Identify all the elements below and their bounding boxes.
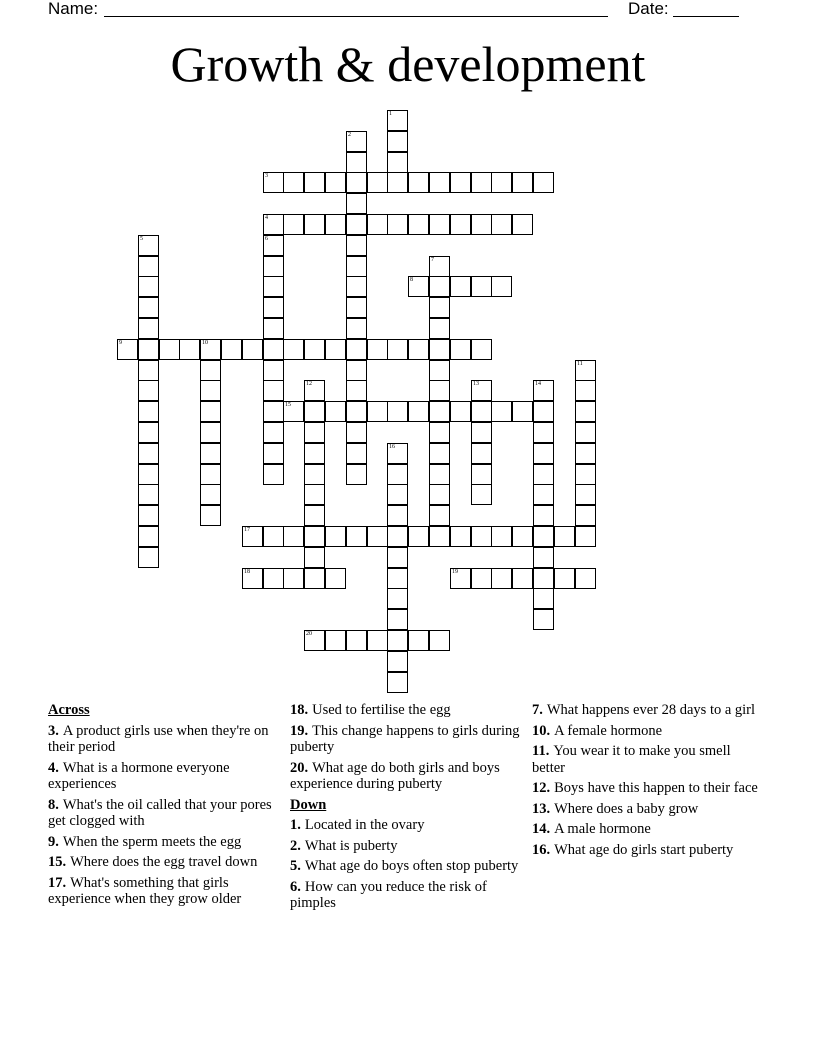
- grid-cell[interactable]: [200, 339, 221, 360]
- grid-cell[interactable]: [304, 422, 325, 443]
- grid-cell[interactable]: [325, 339, 346, 360]
- grid-cell[interactable]: [346, 360, 367, 381]
- clue-number: 19.: [290, 722, 309, 739]
- clue-down-2: [290, 838, 522, 855]
- grid-cell[interactable]: [387, 505, 408, 526]
- grid-cell[interactable]: [263, 235, 284, 256]
- grid-cell[interactable]: [325, 214, 346, 235]
- grid-cell[interactable]: [408, 276, 429, 297]
- clue-across-3: [48, 723, 280, 756]
- grid-cell[interactable]: [533, 505, 554, 526]
- grid-cell[interactable]: [138, 505, 159, 526]
- grid-cell[interactable]: [263, 172, 284, 193]
- grid-cell[interactable]: [387, 152, 408, 173]
- grid-cell[interactable]: [450, 276, 471, 297]
- grid-cell[interactable]: [387, 172, 408, 193]
- grid-cell[interactable]: [367, 172, 388, 193]
- grid-cell[interactable]: [533, 464, 554, 485]
- grid-cell[interactable]: [138, 360, 159, 381]
- grid-cell[interactable]: [429, 172, 450, 193]
- date-label: Date:: [628, 0, 669, 18]
- clue-text: What's something that girls experience when they grow older: [48, 874, 242, 907]
- grid-cell[interactable]: [263, 464, 284, 485]
- grid-cell[interactable]: [263, 443, 284, 464]
- grid-cell[interactable]: [471, 276, 492, 297]
- grid-cell[interactable]: [304, 484, 325, 505]
- grid-cell[interactable]: [263, 401, 284, 422]
- grid-cell[interactable]: [471, 214, 492, 235]
- grid-cell[interactable]: [471, 172, 492, 193]
- grid-cell[interactable]: [471, 339, 492, 360]
- clue-number: 12.: [532, 780, 551, 796]
- grid-cell[interactable]: [242, 339, 263, 360]
- grid-cell[interactable]: [471, 484, 492, 505]
- grid-cell[interactable]: [138, 401, 159, 422]
- grid-cell[interactable]: [491, 568, 512, 589]
- clue-number: 6.: [290, 878, 301, 895]
- grid-cell[interactable]: [200, 443, 221, 464]
- grid-cell[interactable]: [429, 380, 450, 401]
- grid-cell[interactable]: [304, 568, 325, 589]
- grid-cell[interactable]: [429, 318, 450, 339]
- grid-cell[interactable]: [450, 214, 471, 235]
- grid-cell[interactable]: [491, 276, 512, 297]
- cell-number: 7: [431, 257, 434, 263]
- grid-cell[interactable]: [263, 297, 284, 318]
- grid-cell[interactable]: [346, 214, 367, 235]
- clue-down-1: [290, 817, 522, 834]
- grid-cell[interactable]: [325, 630, 346, 651]
- grid-cell[interactable]: [533, 380, 554, 401]
- grid-cell[interactable]: [387, 588, 408, 609]
- across-heading: Across: [48, 702, 90, 718]
- grid-cell[interactable]: [429, 505, 450, 526]
- grid-cell[interactable]: [512, 401, 533, 422]
- clue-text: What is puberty: [304, 837, 398, 854]
- grid-cell[interactable]: [138, 526, 159, 547]
- grid-cell[interactable]: [263, 276, 284, 297]
- clue-number: 2.: [290, 837, 301, 854]
- cell-number: 2: [348, 132, 351, 138]
- grid-cell[interactable]: [387, 568, 408, 589]
- clue-number: 8.: [48, 796, 59, 813]
- clue-down-14: [532, 821, 764, 838]
- grid-cell[interactable]: [450, 172, 471, 193]
- grid-cell[interactable]: [387, 131, 408, 152]
- grid-cell[interactable]: [304, 380, 325, 401]
- grid-cell[interactable]: [575, 568, 596, 589]
- grid-cell[interactable]: [533, 588, 554, 609]
- grid-cell[interactable]: [346, 630, 367, 651]
- grid-cell[interactable]: [533, 422, 554, 443]
- cell-number: 13: [473, 381, 479, 387]
- cell-number: 5: [140, 236, 143, 242]
- clues-column-1: [48, 702, 280, 912]
- grid-cell[interactable]: [387, 484, 408, 505]
- grid-cell[interactable]: [346, 297, 367, 318]
- grid-cell[interactable]: [450, 339, 471, 360]
- grid-cell[interactable]: [429, 276, 450, 297]
- grid-cell[interactable]: [575, 380, 596, 401]
- clue-across-8: [48, 797, 280, 830]
- grid-cell[interactable]: [346, 380, 367, 401]
- grid-cell[interactable]: [304, 547, 325, 568]
- clue-text: What age do girls start puberty: [554, 841, 734, 858]
- clue-down-11: [532, 743, 764, 776]
- grid-cell[interactable]: [304, 526, 325, 547]
- grid-cell[interactable]: [138, 547, 159, 568]
- grid-cell[interactable]: [429, 526, 450, 547]
- grid-cell[interactable]: [429, 360, 450, 381]
- clue-number: 14.: [532, 821, 551, 837]
- cell-number: 17: [244, 527, 250, 533]
- clue-text: When the sperm meets the egg: [62, 833, 242, 850]
- grid-cell[interactable]: [408, 214, 429, 235]
- grid-cell[interactable]: [471, 526, 492, 547]
- grid-cell[interactable]: [159, 339, 180, 360]
- grid-cell[interactable]: [263, 526, 284, 547]
- clue-across-18: [290, 702, 522, 719]
- grid-cell[interactable]: [346, 401, 367, 422]
- clues-column-2: [290, 702, 522, 916]
- grid-cell[interactable]: [575, 422, 596, 443]
- grid-cell[interactable]: [283, 214, 304, 235]
- grid-cell[interactable]: [346, 318, 367, 339]
- clue-number: 20.: [290, 759, 309, 776]
- page-title: Growth & development: [170, 36, 646, 92]
- grid-cell[interactable]: [346, 422, 367, 443]
- clues-column-3: [532, 702, 764, 862]
- clue-text: A product girls use when they're on their period: [48, 722, 269, 755]
- grid-cell[interactable]: [408, 339, 429, 360]
- grid-cell[interactable]: [491, 214, 512, 235]
- grid-cell[interactable]: [533, 609, 554, 630]
- clue-across-15: [48, 854, 280, 871]
- cell-number: 19: [452, 569, 458, 575]
- grid-cell[interactable]: [263, 256, 284, 277]
- grid-cell[interactable]: [429, 464, 450, 485]
- grid-cell[interactable]: [138, 443, 159, 464]
- clue-down-16: [532, 842, 764, 859]
- clue-number: 1.: [290, 817, 301, 833]
- grid-cell[interactable]: [533, 484, 554, 505]
- clue-down-13: [532, 801, 764, 818]
- grid-cell[interactable]: [429, 422, 450, 443]
- grid-cell[interactable]: [138, 235, 159, 256]
- grid-cell[interactable]: [346, 235, 367, 256]
- grid-cell[interactable]: [450, 526, 471, 547]
- grid-cell[interactable]: [325, 526, 346, 547]
- grid-cell[interactable]: [304, 401, 325, 422]
- cell-number: 8: [410, 277, 413, 283]
- grid-cell[interactable]: [367, 630, 388, 651]
- grid-cell[interactable]: [346, 193, 367, 214]
- grid-cell[interactable]: [575, 443, 596, 464]
- grid-cell[interactable]: [367, 401, 388, 422]
- clue-across-20: [290, 760, 522, 793]
- clue-number: 11.: [532, 743, 550, 759]
- grid-cell[interactable]: [304, 464, 325, 485]
- grid-cell[interactable]: [491, 526, 512, 547]
- grid-cell[interactable]: [429, 630, 450, 651]
- cell-number: 16: [389, 444, 395, 450]
- grid-cell[interactable]: [533, 401, 554, 422]
- grid-cell[interactable]: [429, 401, 450, 422]
- clue-text: What is a hormone everyone experiences: [48, 759, 230, 792]
- grid-cell[interactable]: [512, 526, 533, 547]
- grid-cell[interactable]: [283, 339, 304, 360]
- grid-cell[interactable]: [304, 339, 325, 360]
- clue-text: What happens ever 28 days to a girl: [546, 702, 756, 718]
- grid-cell[interactable]: [533, 526, 554, 547]
- grid-cell[interactable]: [200, 360, 221, 381]
- grid-cell[interactable]: [471, 464, 492, 485]
- grid-cell[interactable]: [138, 318, 159, 339]
- grid-cell[interactable]: [429, 484, 450, 505]
- clue-text: Used to fertilise the egg: [312, 702, 451, 718]
- grid-cell[interactable]: [387, 609, 408, 630]
- clue-text: What age do both girls and boys experience during puberty: [290, 759, 500, 792]
- grid-cell[interactable]: [304, 505, 325, 526]
- cell-number: 4: [265, 215, 268, 221]
- clue-number: 9.: [48, 833, 59, 850]
- grid-cell[interactable]: [263, 339, 284, 360]
- grid-cell[interactable]: [283, 526, 304, 547]
- grid-cell[interactable]: [429, 214, 450, 235]
- grid-cell[interactable]: [471, 568, 492, 589]
- cell-number: 1: [389, 111, 392, 117]
- grid-cell[interactable]: [387, 672, 408, 693]
- grid-cell[interactable]: [387, 110, 408, 131]
- grid-cell[interactable]: [138, 276, 159, 297]
- name-label: Name:: [48, 0, 99, 18]
- grid-cell[interactable]: [138, 484, 159, 505]
- clue-number: 16.: [532, 841, 551, 858]
- grid-cell[interactable]: [575, 526, 596, 547]
- grid-cell[interactable]: [283, 401, 304, 422]
- grid-cell[interactable]: [387, 547, 408, 568]
- grid-cell[interactable]: [575, 401, 596, 422]
- clue-across-17: [48, 875, 280, 908]
- grid-cell[interactable]: [346, 172, 367, 193]
- grid-cell[interactable]: [575, 484, 596, 505]
- grid-cell[interactable]: [471, 401, 492, 422]
- grid-cell[interactable]: [263, 360, 284, 381]
- clue-text: A female hormone: [554, 722, 663, 739]
- grid-cell[interactable]: [200, 464, 221, 485]
- clue-text: Where does the egg travel down: [70, 854, 258, 870]
- cell-number: 20: [306, 631, 312, 637]
- grid-cell[interactable]: [575, 505, 596, 526]
- clue-number: 5.: [290, 858, 301, 874]
- grid-cell[interactable]: [533, 443, 554, 464]
- grid-cell[interactable]: [512, 172, 533, 193]
- grid-cell[interactable]: [346, 464, 367, 485]
- grid-cell[interactable]: [138, 297, 159, 318]
- clue-text: You wear it to make you smell better: [532, 743, 731, 776]
- grid-cell[interactable]: [304, 172, 325, 193]
- cell-number: 6: [265, 236, 268, 242]
- cell-number: 14: [535, 381, 541, 387]
- grid-cell[interactable]: [408, 630, 429, 651]
- grid-cell[interactable]: [138, 464, 159, 485]
- grid-cell[interactable]: [471, 443, 492, 464]
- grid-cell[interactable]: [450, 568, 471, 589]
- grid-cell[interactable]: [408, 526, 429, 547]
- grid-cell[interactable]: [200, 401, 221, 422]
- grid-cell[interactable]: [325, 401, 346, 422]
- grid-cell[interactable]: [200, 422, 221, 443]
- clue-number: 18.: [290, 702, 309, 718]
- grid-cell[interactable]: [138, 339, 159, 360]
- grid-cell[interactable]: [471, 422, 492, 443]
- grid-cell[interactable]: [346, 443, 367, 464]
- grid-cell[interactable]: [200, 505, 221, 526]
- grid-cell[interactable]: [408, 401, 429, 422]
- grid-cell[interactable]: [387, 630, 408, 651]
- clue-across-4: [48, 760, 280, 793]
- grid-cell[interactable]: [367, 339, 388, 360]
- cell-number: 10: [202, 340, 208, 346]
- grid-cell[interactable]: [283, 172, 304, 193]
- grid-cell[interactable]: [346, 131, 367, 152]
- grid-cell[interactable]: [533, 547, 554, 568]
- grid-cell[interactable]: [387, 339, 408, 360]
- clue-down-12: [532, 780, 764, 797]
- grid-cell[interactable]: [325, 172, 346, 193]
- grid-cell[interactable]: [242, 526, 263, 547]
- clue-number: 7.: [532, 702, 543, 718]
- grid-cell[interactable]: [429, 256, 450, 277]
- grid-cell[interactable]: [283, 568, 304, 589]
- clue-text: A male hormone: [554, 821, 651, 837]
- cell-number: 11: [577, 361, 583, 367]
- grid-cell[interactable]: [304, 214, 325, 235]
- grid-cell[interactable]: [263, 318, 284, 339]
- grid-cell[interactable]: [200, 380, 221, 401]
- grid-cell[interactable]: [304, 443, 325, 464]
- grid-cell[interactable]: [242, 568, 263, 589]
- grid-cell[interactable]: [554, 526, 575, 547]
- grid-cell[interactable]: [263, 380, 284, 401]
- grid-cell[interactable]: [387, 651, 408, 672]
- clue-down-10: [532, 723, 764, 740]
- clue-number: 3.: [48, 722, 59, 739]
- grid-cell[interactable]: [429, 339, 450, 360]
- grid-cell[interactable]: [387, 401, 408, 422]
- clue-number: 13.: [532, 800, 551, 817]
- grid-cell[interactable]: [346, 152, 367, 173]
- grid-cell[interactable]: [575, 360, 596, 381]
- grid-cell[interactable]: [491, 401, 512, 422]
- grid-cell[interactable]: [491, 172, 512, 193]
- grid-cell[interactable]: [387, 214, 408, 235]
- grid-cell[interactable]: [575, 464, 596, 485]
- grid-cell[interactable]: [346, 276, 367, 297]
- cell-number: 12: [306, 381, 312, 387]
- grid-cell[interactable]: [304, 630, 325, 651]
- cell-number: 9: [119, 340, 122, 346]
- grid-cell[interactable]: [263, 568, 284, 589]
- grid-cell[interactable]: [387, 443, 408, 464]
- clue-text: How can you reduce the risk of pimples: [290, 878, 487, 911]
- clue-number: 4.: [48, 759, 59, 776]
- clue-number: 17.: [48, 874, 67, 891]
- grid-cell[interactable]: [471, 380, 492, 401]
- grid-cell[interactable]: [408, 172, 429, 193]
- grid-cell[interactable]: [221, 339, 242, 360]
- clue-across-9: [48, 834, 280, 851]
- clue-down-6: [290, 879, 522, 912]
- grid-cell[interactable]: [533, 172, 554, 193]
- clue-text: What's the oil called that your pores get clogged with: [48, 796, 272, 829]
- clue-down-5: [290, 858, 522, 875]
- grid-cell[interactable]: [387, 526, 408, 547]
- clue-number: 10.: [532, 722, 551, 739]
- grid-cell[interactable]: [429, 443, 450, 464]
- grid-cell[interactable]: [429, 297, 450, 318]
- clue-down-7: [532, 702, 764, 719]
- grid-cell[interactable]: [533, 568, 554, 589]
- grid-cell[interactable]: [263, 214, 284, 235]
- cell-number: 3: [265, 173, 268, 179]
- clue-text: Where does a baby grow: [554, 800, 699, 817]
- grid-cell[interactable]: [200, 484, 221, 505]
- clues-section: [0, 702, 816, 952]
- grid-cell[interactable]: [450, 401, 471, 422]
- grid-cell[interactable]: [387, 464, 408, 485]
- grid-cell[interactable]: [554, 568, 575, 589]
- cell-number: 18: [244, 569, 250, 575]
- grid-cell[interactable]: [346, 339, 367, 360]
- grid-cell[interactable]: [263, 422, 284, 443]
- clue-across-19: [290, 723, 522, 756]
- grid-cell[interactable]: [138, 380, 159, 401]
- grid-cell[interactable]: [367, 526, 388, 547]
- grid-cell[interactable]: [138, 256, 159, 277]
- grid-cell[interactable]: [179, 339, 200, 360]
- clue-text: Located in the ovary: [304, 817, 425, 833]
- grid-cell[interactable]: [117, 339, 138, 360]
- clue-number: 15.: [48, 854, 67, 870]
- grid-cell[interactable]: [346, 256, 367, 277]
- grid-cell[interactable]: [512, 568, 533, 589]
- grid-cell[interactable]: [512, 214, 533, 235]
- down-heading: Down: [290, 796, 327, 813]
- grid-cell[interactable]: [325, 568, 346, 589]
- clue-text: This change happens to girls during puberty: [290, 722, 520, 755]
- clue-text: Boys have this happen to their face: [554, 780, 758, 796]
- grid-cell[interactable]: [346, 526, 367, 547]
- clue-text: What age do boys often stop puberty: [304, 858, 519, 874]
- grid-cell[interactable]: [367, 214, 388, 235]
- grid-cell[interactable]: [138, 422, 159, 443]
- cell-number: 15: [285, 402, 291, 408]
